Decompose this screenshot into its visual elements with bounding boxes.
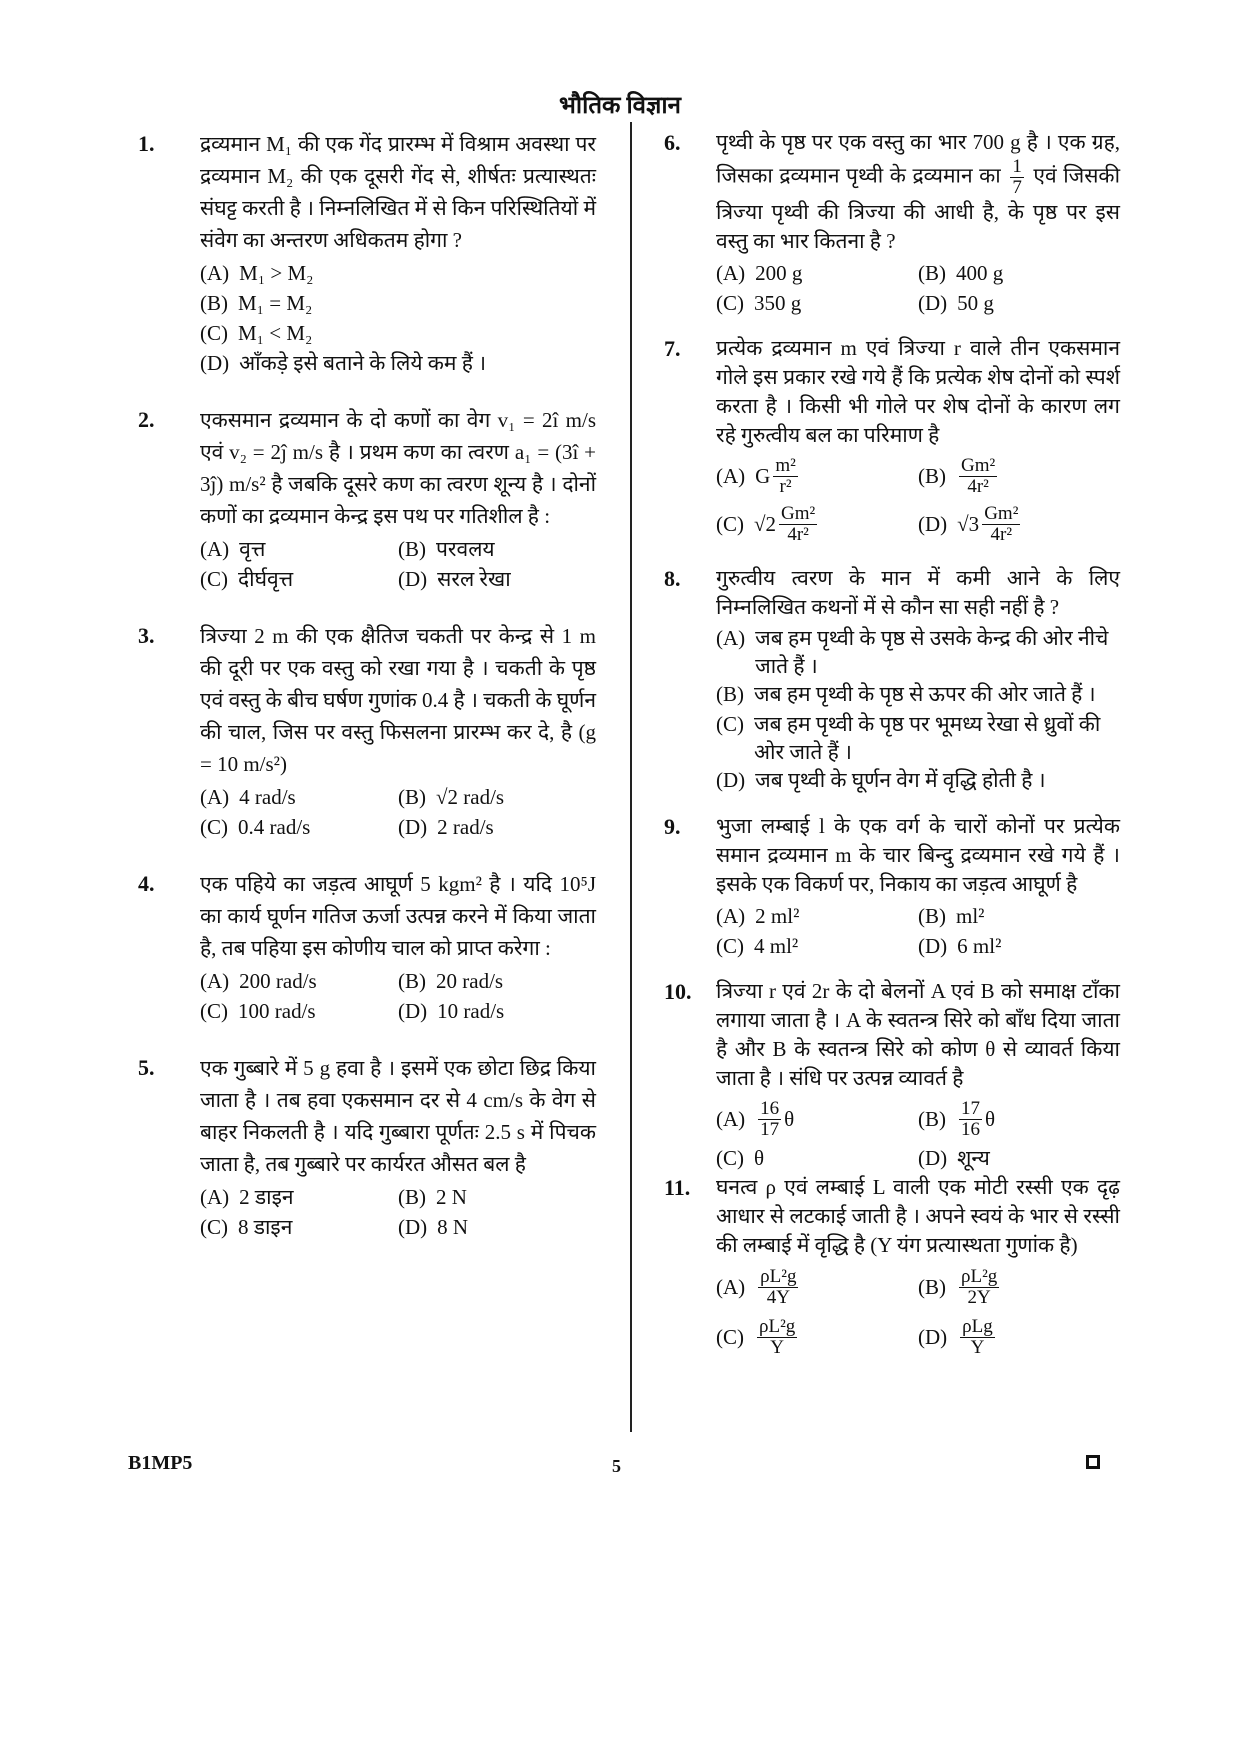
option-d: (D) 50 g: [918, 291, 994, 315]
question-text: घनत्व ρ एवं लम्बाई L वाली एक मोटी रस्सी एक दृढ़ आधार से लटकाई जाती है । अपने स्वयं के भार से रस्सी की लम्बाई में वृद्धि है (Y यंग प्रत्यास्थता गुणांक है): [716, 1175, 1120, 1257]
question-6: [664, 128, 1120, 318]
question-number: 10.: [664, 979, 692, 1004]
booklet-code: B1MP5: [128, 1452, 193, 1474]
question-text: भुजा लम्बाई l के एक वर्ग के चारों कोनों पर प्रत्येक समान द्रव्यमान m के चार बिन्दु द्रव्यमान रखे गये हैं । इसके एक विकर्ण पर, निकाय का जड़त्व आघूर्ण है: [716, 814, 1120, 896]
option-c: (C) θ: [716, 1146, 765, 1170]
options: [200, 258, 596, 378]
option-a: (A) वृत्त: [200, 537, 266, 561]
options: [200, 966, 596, 1026]
right-column: [664, 128, 1120, 1362]
question-text: पृथ्वी के पृष्ठ पर एक वस्तु का भार 700 g है । एक ग्रह, जिसका द्रव्यमान पृथ्वी के द्रव्यमान का $\frac{1}{7}$ एवं जिसकी त्रिज्या पृथ्वी की त्रिज्या की आधी है, के पृष्ठ पर इस वस्तु का भार कितना है ?: [716, 130, 1121, 253]
options: [200, 1182, 596, 1242]
question-number: 7.: [664, 336, 681, 361]
question-7: [664, 334, 1120, 548]
option-c: (C) दीर्घवृत्त: [200, 567, 294, 591]
option-b: (B) M₁ = M₂: [200, 291, 313, 315]
question-number: 2.: [138, 407, 155, 432]
options: [200, 782, 596, 842]
option-d: (D) सरल रेखा: [398, 567, 511, 591]
question-4: [138, 868, 596, 1026]
option-d: (D) √3 $\frac{\text{Gm²}}{\text{4r²}}$: [918, 502, 1019, 545]
question-number: 4.: [138, 871, 155, 896]
question-8: [664, 564, 1120, 796]
options: [716, 258, 1120, 318]
question-text: द्रव्यमान M₁ की एक गेंद प्रारम्भ में विश्राम अवस्था पर द्रव्यमान M₂ की एक दूसरी गेंद से, शीर्षतः प्रत्यास्थतः संघट्ट करती है । निम्नलिखित में से किन परिस्थितियों में संवेग का अन्तरण अधिकतम होगा ?: [200, 132, 596, 252]
question-1: [138, 128, 596, 378]
page-number: 5: [612, 1456, 621, 1476]
option-d: (D) आँकड़े इसे बताने के लिये कम हैं ।: [200, 351, 487, 375]
option-b: (B) $\frac{\text{ρL²g}}{2Y}$: [918, 1265, 998, 1308]
question-number: 9.: [664, 814, 681, 839]
option-d: (D) 10 rad/s: [398, 999, 505, 1023]
option-d: (D) 6 ml²: [918, 934, 1002, 958]
option-c: (C) 100 rad/s: [200, 999, 316, 1023]
question-text: प्रत्येक द्रव्यमान m एवं त्रिज्या r वाले तीन एकसमान गोले इस प्रकार रखे गये हैं कि प्रत्येक शेष दोनों को स्पर्श करता है । किसी भी गोले पर शेष दोनों के कारण लग रहे गुरुत्वीय बल का परिमाण है: [716, 336, 1120, 447]
option-c: (C) $\frac{\text{ρL²g}}{Y}$: [716, 1315, 796, 1358]
option-a: (A) $\frac{16}{17}$ θ: [716, 1097, 795, 1140]
option-d: (D) शून्य: [918, 1146, 990, 1170]
option-a: (A) 4 rad/s: [200, 785, 296, 809]
question-9: [664, 812, 1120, 961]
option-c: (C) 350 g: [716, 291, 802, 315]
question-number: 6.: [664, 130, 681, 155]
question-number: 8.: [664, 566, 681, 591]
question-text: एक गुब्बारे में 5 g हवा है । इसमें एक छोटा छिद्र किया जाता है । तब हवा एकसमान दर से 4 cm/s के वेग से बाहर निकलती है । यदि गुब्बारा पूर्णतः 2.5 s में पिचक जाता है, तब गुब्बारे पर कार्यरत औसत बल है: [200, 1056, 596, 1176]
options: [200, 534, 596, 594]
options: [716, 1262, 1120, 1362]
options: [716, 452, 1120, 548]
option-a: (A) $\frac{\text{ρL²g}}{4Y}$: [716, 1265, 797, 1308]
question-number: 1.: [138, 131, 155, 156]
option-d: (D) $\frac{\text{ρLg}}{Y}$: [918, 1315, 993, 1358]
question-number: 5.: [138, 1055, 155, 1080]
option-c: (C) 8 डाइन: [200, 1215, 293, 1239]
option-d: (D) 2 rad/s: [398, 815, 494, 839]
option-b: (B) $\frac{17}{16}$ θ: [918, 1097, 996, 1140]
option-a: (A) 2 ml²: [716, 904, 800, 928]
option-b: (B) परवलय: [398, 537, 495, 561]
question-number: 11.: [664, 1175, 691, 1200]
question-2: [138, 404, 596, 594]
question-11: [664, 1173, 1120, 1362]
option-b: (B) ml²: [918, 904, 985, 928]
column-divider: [630, 122, 632, 1432]
question-text: एक पहिये का जड़त्व आघूर्ण 5 kgm² है । यदि 10⁵J का कार्य घूर्णन गतिज ऊर्जा उत्पन्न करने में किया जाता है, तब पहिया इस कोणीय चाल को प्राप्त करेगा :: [200, 872, 596, 960]
options: [716, 901, 1120, 961]
option-a: (A) 200 rad/s: [200, 969, 317, 993]
page-title: भौतिक विज्ञान: [559, 93, 681, 119]
option-b: (B) 400 g: [918, 261, 1004, 285]
left-column: [138, 128, 596, 1242]
option-b: (B) √2 rad/s: [398, 785, 505, 809]
option-a: (A) G $\frac{\text{m²}}{\text{r²}}$: [716, 454, 796, 497]
option-c: (C) M₁ < M₂: [200, 321, 313, 345]
fraction: $\frac{1}{7}$: [1012, 156, 1022, 198]
option-c: (C) 4 ml²: [716, 934, 799, 958]
options: [716, 624, 1120, 796]
option-a: (A) 2 डाइन: [200, 1185, 294, 1209]
option-d: (D) जब पृथ्वी के घूर्णन वेग में वृद्धि होती है ।: [716, 768, 1046, 792]
question-number: 3.: [138, 623, 155, 648]
option-d: (D) 8 N: [398, 1215, 469, 1239]
question-3: [138, 620, 596, 842]
option-c: (C) √2 $\frac{\text{Gm²}}{\text{4r²}}$: [716, 502, 816, 545]
option-b: (B) जब हम पृथ्वी के पृष्ठ से ऊपर की ओर जाते हैं ।: [716, 682, 1096, 706]
question-text: त्रिज्या 2 m की एक क्षैतिज चकती पर केन्द्र से 1 m की दूरी पर एक वस्तु को रखा गया है । चकती के पृष्ठ एवं वस्तु के बीच घर्षण गुणांक 0.4 है । चकती के घूर्णन की चाल, जिस पर वस्तु फिसलना प्रारम्भ कर दे, है (g = 10 m/s²): [200, 624, 596, 776]
option-b: (B) 20 rad/s: [398, 969, 504, 993]
option-b: (B) $\frac{\text{Gm²}}{\text{4r²}}$: [918, 454, 996, 497]
options: [716, 1095, 1120, 1173]
square-mark-icon: [1086, 1455, 1100, 1469]
option-a: (A) जब हम पृथ्वी के पृष्ठ से उसके केन्द्र की ओर नीचे जाते हैं ।: [716, 626, 1109, 678]
option-c: (C) 0.4 rad/s: [200, 815, 311, 839]
option-a: (A) M₁ > M₂: [200, 261, 314, 285]
question-5: [138, 1052, 596, 1242]
question-text: त्रिज्या r एवं 2r के दो बेलनों A एवं B को समाक्ष टाँका लगाया जाता है । A के स्वतन्त्र सिरे को बाँध दिया जाता है और B के स्वतन्त्र सिरे को कोण θ से व्यावर्त किया जाता है । संधि पर उत्पन्न व्यावर्त है: [716, 979, 1120, 1090]
option-b: (B) 2 N: [398, 1185, 467, 1209]
option-c: (C) जब हम पृथ्वी के पृष्ठ पर भूमध्य रेखा से ध्रुवों की ओर जाते हैं ।: [716, 712, 1101, 764]
question-10: [664, 977, 1120, 1173]
option-a: (A) 200 g: [716, 261, 803, 285]
question-text: गुरुत्वीय त्वरण के मान में कमी आने के लिए निम्नलिखित कथनों में से कौन सा सही नहीं है ?: [716, 566, 1120, 619]
question-text: एकसमान द्रव्यमान के दो कणों का वेग v₁ = 2î m/s एवं v₂ = 2ĵ m/s है । प्रथम कण का त्वरण a₁ = (3î + 3ĵ) m/s² है जबकि दूसरे कण का त्वरण शून्य है । दोनों कणों का द्रव्यमान केन्द्र इस पथ पर गतिशील है :: [200, 408, 597, 528]
